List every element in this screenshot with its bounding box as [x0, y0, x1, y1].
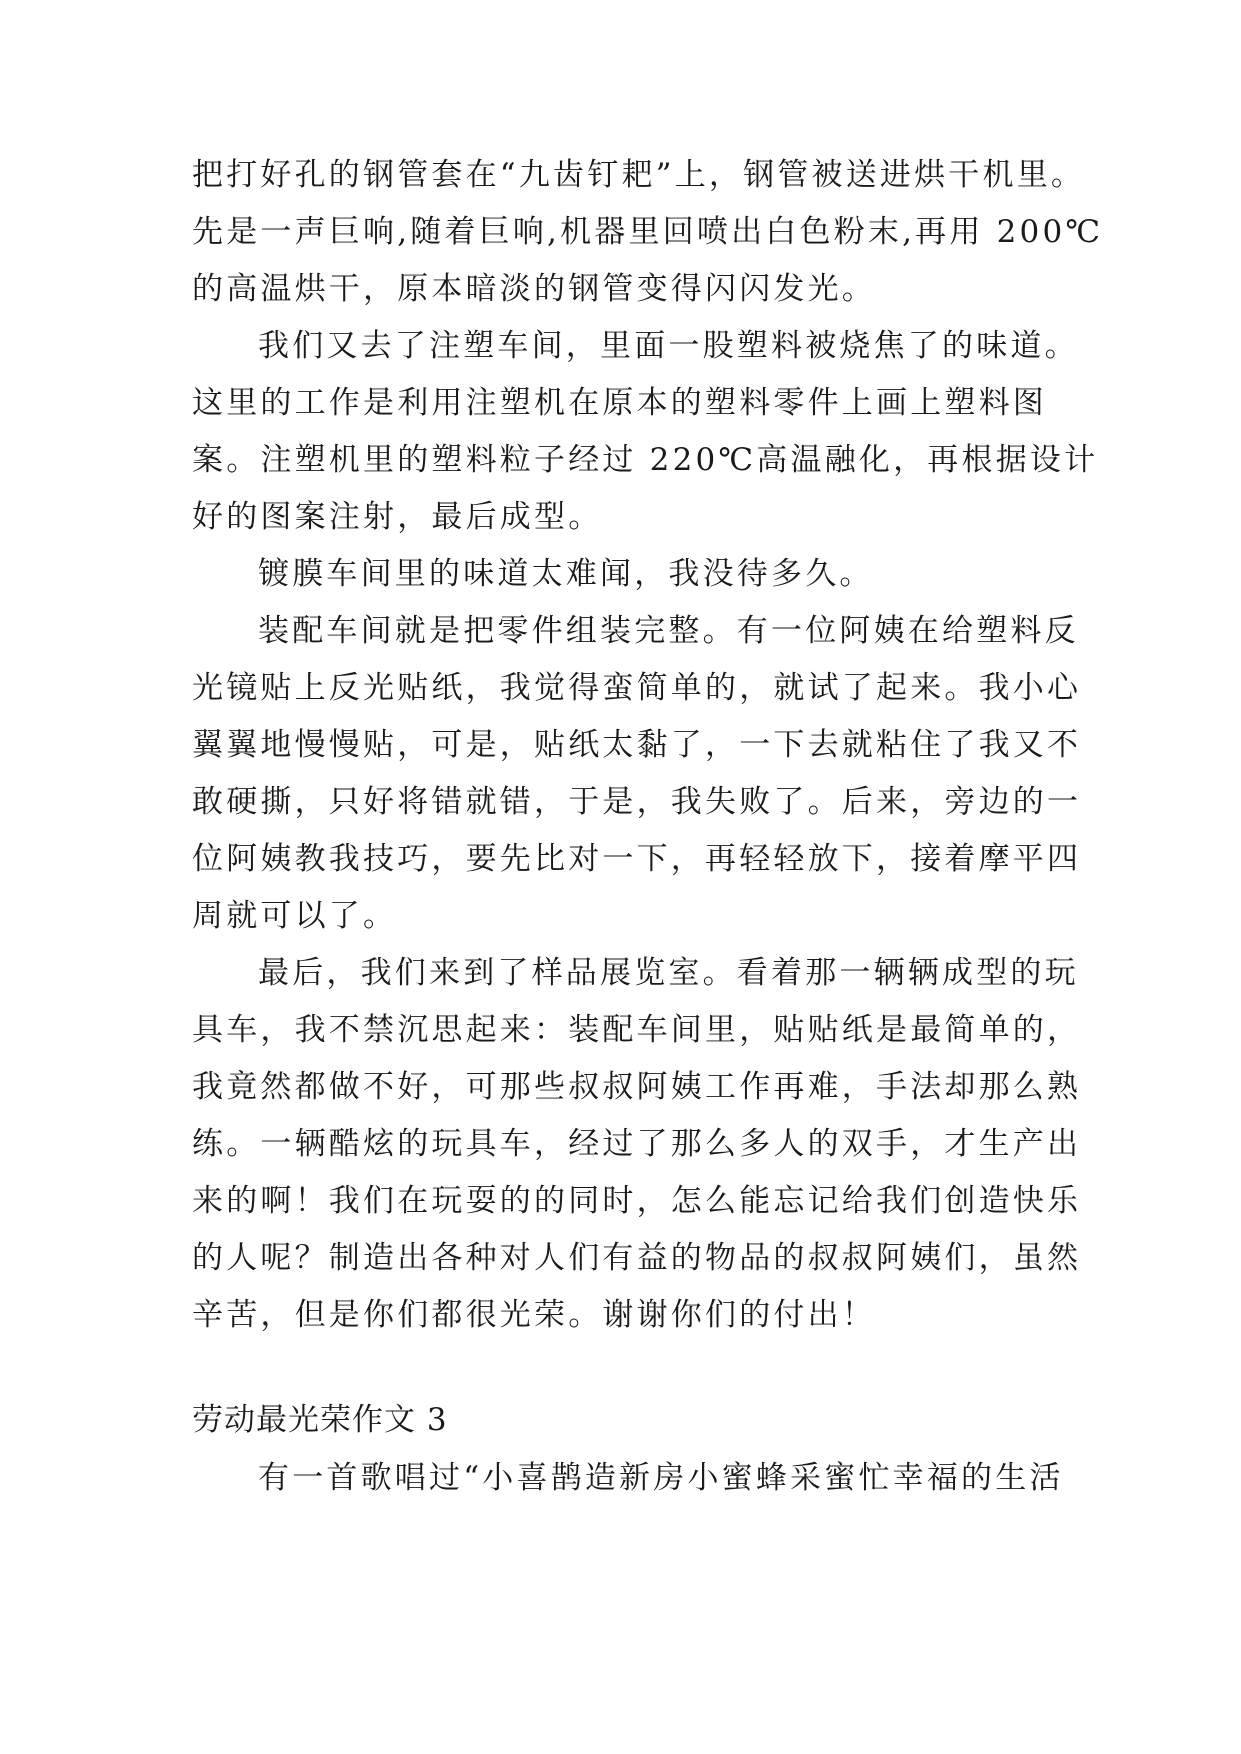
text-line: 我竟然都做不好，可那些叔叔阿姨工作再难，手法却那么熟: [192, 1069, 1082, 1105]
paragraph-first-line: 我们又去了注塑车间，里面一股塑料被烧焦了的味道。: [258, 328, 1079, 364]
text-line: 先是一声巨响,随着巨响,机器里回喷出白色粉末,再用 200℃: [192, 214, 1104, 250]
paragraph-first-line: 有一首歌唱过“小喜鹊造新房小蜜蜂采蜜忙幸福的生活: [258, 1460, 1064, 1496]
text-line: 辛苦，但是你们都很光荣。谢谢你们的付出！: [192, 1297, 876, 1333]
text-line: 翼翼地慢慢贴，可是，贴纸太黏了，一下去就粘住了我又不: [192, 727, 1082, 763]
paragraph-first-line: 装配车间就是把零件组装完整。有一位阿姨在给塑料反: [258, 613, 1079, 649]
text-line: 案。注塑机里的塑料粒子经过 220℃高温融化，再根据设计: [192, 442, 1099, 478]
text-line: 光镜贴上反光贴纸，我觉得蛮简单的，就试了起来。我小心: [192, 670, 1082, 706]
text-line: 来的啊！我们在玩耍的的同时，怎么能忘记给我们创造快乐: [192, 1183, 1082, 1219]
text-line: 练。一辆酷炫的玩具车，经过了那么多人的双手，才生产出: [192, 1126, 1082, 1162]
text-line: 的高温烘干，原本暗淡的钢管变得闪闪发光。: [192, 271, 876, 307]
text-line: 这里的工作是利用注塑机在原本的塑料零件上画上塑料图: [192, 385, 1047, 421]
text-line: 敢硬撕，只好将错就错，于是，我失败了。后来，旁边的一: [192, 784, 1082, 820]
paragraph-first-line: 最后，我们来到了样品展览室。看着那一辆辆成型的玩: [258, 955, 1079, 991]
text-line: 周就可以了。: [192, 898, 398, 934]
text-line: 把打好孔的钢管套在“九齿钉耙”上，钢管被送进烘干机里。: [192, 157, 1086, 193]
paragraph-first-line: 镀膜车间里的味道太难闻，我没待多久。: [258, 556, 874, 592]
text-line: 位阿姨教我技巧，要先比对一下，再轻轻放下，接着摩平四: [192, 841, 1082, 877]
section-title: 劳动最光荣作文 3: [192, 1402, 448, 1438]
text-line: 具车，我不禁沉思起来：装配车间里，贴贴纸是最简单的，: [192, 1012, 1082, 1048]
text-line: 好的图案注射，最后成型。: [192, 499, 603, 535]
text-line: 的人呢？制造出各种对人们有益的物品的叔叔阿姨们，虽然: [192, 1240, 1082, 1276]
